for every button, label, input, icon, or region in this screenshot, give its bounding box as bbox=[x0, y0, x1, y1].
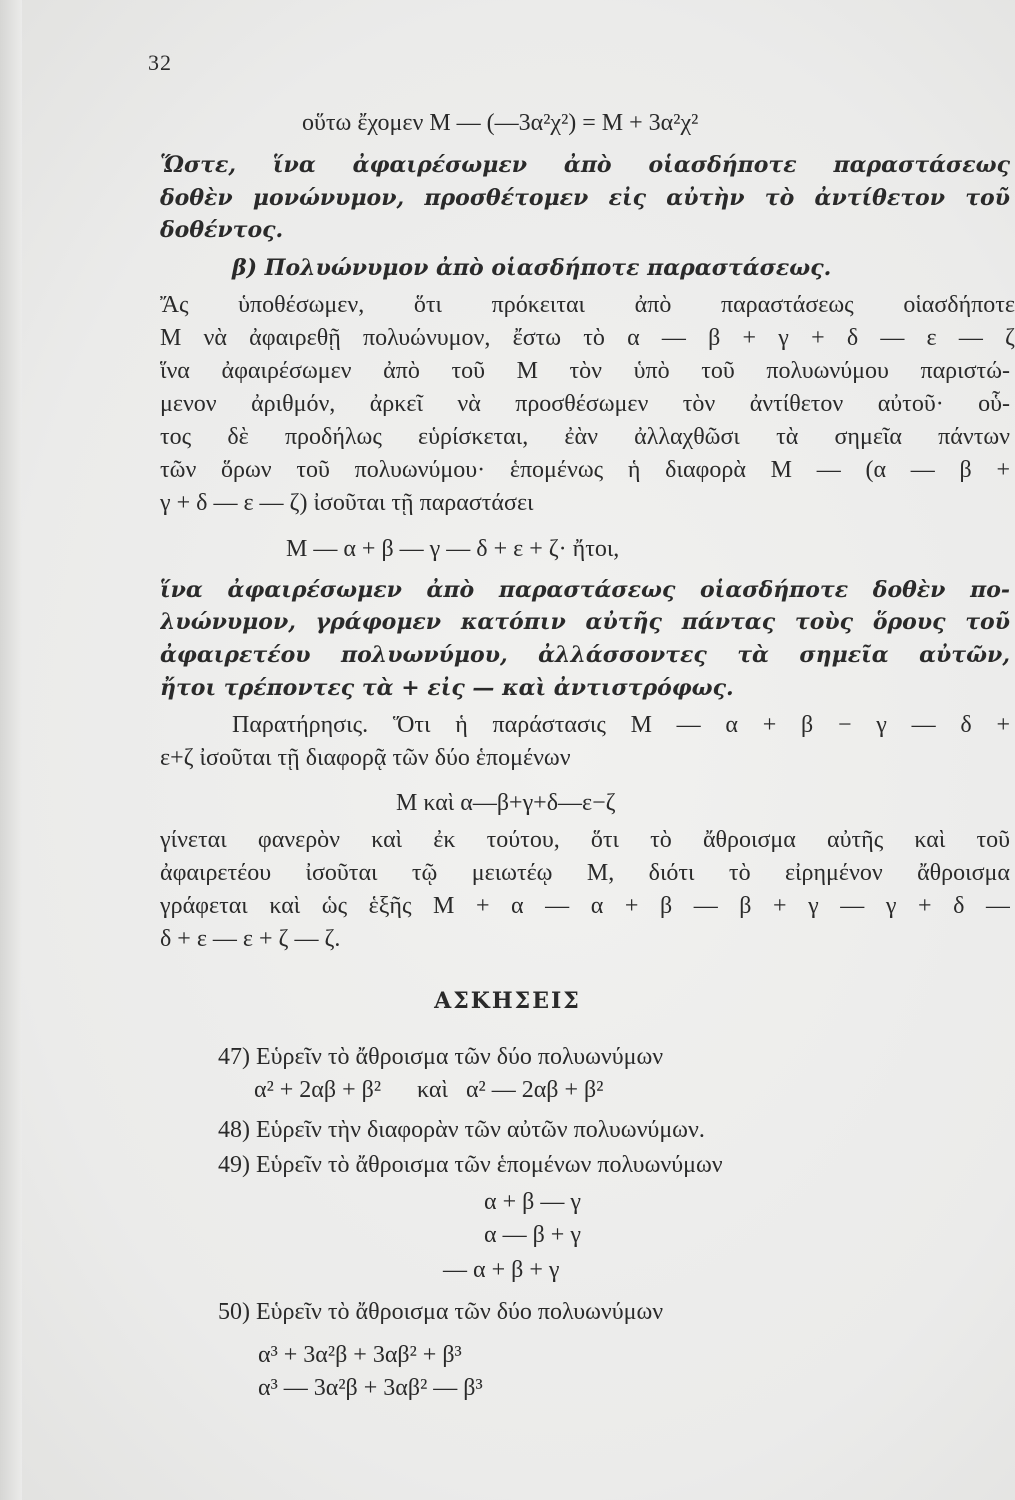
remark-line: ἀφαιρετέου ἰσοῦται τῷ μειωτέῳ Μ, διότι τὸ εἰρημένον ἄθροισμα bbox=[160, 860, 1010, 886]
rule-text-line: ἀφαιρετέου πολυωνύμου, ἀλλάσσοντες τὰ σημεῖα αὐτῶν, bbox=[160, 642, 1010, 668]
page-spine-shadow bbox=[0, 0, 22, 1500]
remark-line: ε+ζ ἰσοῦται τῇ διαφορᾷ τῶν δύο ἑπομένων bbox=[160, 745, 571, 771]
exercise-formula: α — β + γ bbox=[484, 1222, 581, 1248]
remark-line: γίνεται φανερὸν καὶ ἐκ τούτου, ὅτι τὸ ἄθροισμα αὐτῆς καὶ τοῦ bbox=[160, 827, 1010, 853]
paragraph-line: μενον ἀριθμόν, ἀρκεῖ νὰ προσθέσωμεν τὸν ἀντίθετον αὐτοῦ· οὗ- bbox=[160, 391, 1010, 417]
exercise-formula: α³ + 3α²β + 3αβ² + β³ bbox=[258, 1342, 462, 1368]
section-subheading: β) Πολυώνυμον ἀπὸ οἱασδήποτε παραστάσεως. bbox=[232, 255, 832, 281]
formula-line: Μ καὶ α—β+γ+δ—ε−ζ bbox=[396, 790, 616, 816]
rule-text-line: λυώνυμον, γράφομεν κατόπιν αὐτῆς πάντας τοὺς ὅρους τοῦ bbox=[160, 609, 1010, 635]
rule-text-line: δοθέντος. bbox=[160, 217, 284, 243]
paragraph-line: ἵνα ἀφαιρέσωμεν ἀπὸ τοῦ Μ τὸν ὑπὸ τοῦ πολυωνύμου παριστώ- bbox=[160, 358, 1010, 384]
rule-text-line: Ὥστε, ἵνα ἀφαιρέσωμεν ἀπὸ οἱασδήποτε παραστάσεως bbox=[160, 152, 1010, 178]
page-number: 32 bbox=[148, 50, 172, 75]
paragraph-line: τος δὲ προδήλως εὑρίσκεται, ἐὰν ἀλλαχθῶσι τὰ σημεῖα πάντων bbox=[160, 424, 1010, 450]
formula-line: Μ — α + β — γ — δ + ε + ζ· ἤτοι, bbox=[286, 536, 620, 562]
exercise-formula: α² + 2αβ + β² καὶ α² — 2αβ + β² bbox=[254, 1077, 604, 1103]
rule-text-line: δοθὲν μονώνυμον, προσθέτομεν εἰς αὐτὴν τὸ ἀντίθετον τοῦ bbox=[160, 185, 1010, 211]
exercise-formula: α³ — 3α²β + 3αβ² — β³ bbox=[258, 1375, 483, 1401]
exercise-line: 48) Εὑρεῖν τὴν διαφορὰν τῶν αὐτῶν πολυωνύμων. bbox=[218, 1117, 705, 1143]
remark-line: Παρατήρησις. Ὅτι ἡ παράστασις Μ — α + β − γ — δ + bbox=[232, 712, 1010, 738]
exercise-line: 49) Εὑρεῖν τὸ ἄθροισμα τῶν ἑπομένων πολυωνύμων bbox=[218, 1152, 723, 1178]
rule-text-line: ἤτοι τρέποντες τὰ + εἰς — καὶ ἀντιστρόφως. bbox=[160, 675, 734, 701]
exercise-line: 47) Εὑρεῖν τὸ ἄθροισμα τῶν δύο πολυωνύμων bbox=[218, 1044, 664, 1070]
paragraph-line: Μ νὰ ἀφαιρεθῇ πολυώνυμον, ἔστω τὸ α — β + γ + δ — ε — ζ bbox=[160, 325, 1015, 351]
rule-text-line: ἵνα ἀφαιρέσωμεν ἀπὸ παραστάσεως οἱασδήποτε δοθὲν πο- bbox=[160, 577, 1010, 603]
exercises-heading: ΑΣΚΗΣΕΙΣ bbox=[434, 988, 581, 1014]
remark-line: γράφεται καὶ ὡς ἑξῆς Μ + α — α + β — β + γ — γ + δ — bbox=[160, 893, 1010, 919]
paragraph-line: γ + δ — ε — ζ) ἰσοῦται τῇ παραστάσει bbox=[160, 490, 534, 516]
exercise-formula: — α + β + γ bbox=[443, 1257, 560, 1283]
equation-line: οὕτω ἔχομεν Μ — (—3α²χ²) = Μ + 3α²χ² bbox=[302, 110, 699, 136]
exercise-formula: α + β — γ bbox=[484, 1189, 581, 1215]
exercise-line: 50) Εὑρεῖν τὸ ἄθροισμα τῶν δύο πολυωνύμων bbox=[218, 1299, 664, 1325]
paragraph-line: Ἄς ὑποθέσωμεν, ὅτι πρόκειται ἀπὸ παραστάσεως οἱασδήποτε bbox=[160, 292, 1015, 318]
paragraph-line: τῶν ὅρων τοῦ πολυωνύμου· ἑπομένως ἡ διαφορὰ Μ — (α — β + bbox=[160, 457, 1010, 483]
remark-line: δ + ε — ε + ζ — ζ. bbox=[160, 926, 341, 952]
